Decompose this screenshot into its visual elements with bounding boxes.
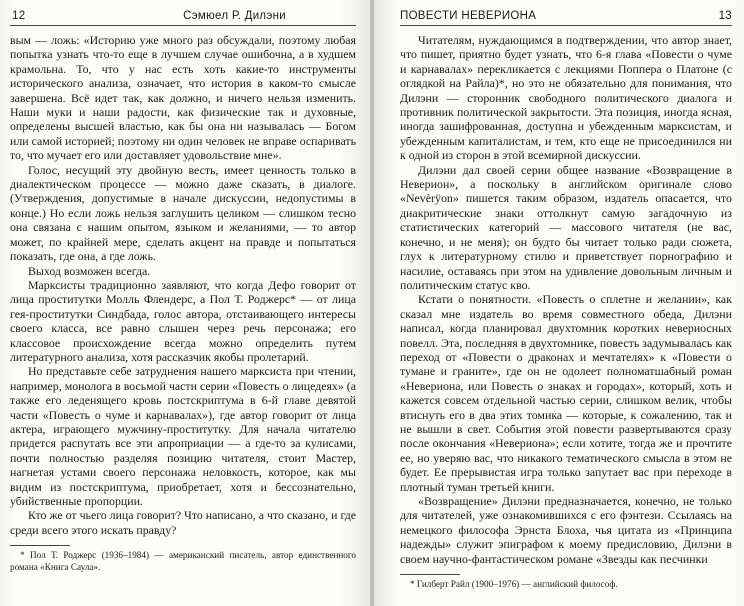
right-running-head: [400, 10, 732, 26]
left-running-head: [10, 10, 356, 26]
paragraph: Кто же от чьего лица говорит? Что написано, а что сказано, и где среди всего этого искать правду?: [10, 508, 356, 537]
paragraph: Голос, несущий эту двойную весть, имеет ценность только в диалектическом процессе — можно даже сказать, в диалоге. (Утверждения, допустимые в начале дискуссии, недопустимы в конце.) Но если ложь нельзя заглушить целиком — слишком тесно она связана с нашим опытом, языком и желаниями, — то автор может, по крайней мере, сделать акцент на правде и попытаться показать, где она, а где ложь.: [10, 162, 356, 264]
paragraph: Но представьте себе затруднения нашего марксиста при чтении, например, монолога в восьмой части серии «Повесть о лицедеях» (а также его леденящего кровь постскриптума в 6-й главе девятой части «Повесть о чуме и карнавалах»), где автор говорит от лица актера, играющего мужчину-проститутку. Для начала читателю придется распутать все эти апроприации — а где-то за кулисами, почти полностью разделяя позицию читателя, стоит Мастер, нагнетая устами своего персонажа неловкость, которое, как мы видим из постскриптума, приобретает, хотя и бессознательно, убийственные пропорции.: [10, 364, 356, 508]
running-head-title: ПОВЕСТИ НЕВЕРИОНА: [400, 10, 537, 22]
right-page: [374, 0, 744, 606]
page-number-left: 12: [12, 10, 26, 22]
paragraph: Выход возможен всегда.: [28, 263, 151, 278]
left-page: [0, 0, 370, 606]
paragraph: Читателям, нуждающимся в подтверждении, что автор знает, что пишет, приятно будет узнать, что 6-я глава «Повести о чуме и карнавалах» перекликается с лекциями Поппера о Платоне (с оглядкой на Райла)*, но это не обязательно для понимания, что Дилэни — сторонник свободного политического диалога и противник политической закрытости. Эта позиция, иногда ясная, иногда зашифрованная, доступна и убежденным марксистам, и убежденным капиталистам, и тем, кто еще не присоединился ни к одной из сторон в этой всемирной дискуссии.: [400, 33, 732, 163]
footnote-divider: [10, 545, 70, 546]
footnote: * Пол Т. Роджерс (1936–1984) — американский писатель, автор единственного романа «Книга Саула».: [10, 550, 356, 572]
paragraph: Кстати о понятности. «Повесть о сплетне и желании», как сказал мне издатель во время совместного обеда, Дилэни написал, когда планировал двухтомник коротких невериосных повелл. Эта, последняя в двухтомнике, повесть задумывалась как переход от «Повести о драконах и мечтателях» к «Повести о тумане и граните», где он не одолеет полноматшабный роман «Неверионa, или Повесть о знаках и городах», который, хоть и кажется совсем отдельной частью серии, слишком велик, чтобы втиснуть его в два этих томика — которые, к сожалению, так и не вышли в свет. События этой повести развертываются сразу после окончания «Невериона»; если хотите, тогда же и прочтите ее, но уверяю вас, что никакого тематического смысла в этом не будет. Ее прерывистая игра только запутает вас при переходе в плотный туман третьей книги.: [400, 292, 732, 494]
footnote-divider: [400, 574, 460, 575]
paragraph: вым — ложь: «Историю уже много раз обсуждали, поэтому любая попытка узнать что-то еще в лучшем случае ошибочна, а в худшем крамольна. То, что у нас есть хоть какие-то инструменты исторического анализа, означает, что история в каком-то смысле завершена. Всё идет так, как должно, и ничего нельзя изменить. Наши муки и наши радости, как физические так и духовные, определены высшей властью, как бы она ни называлась — Богом или самой историей; поэтому ни один человек не вправе оспаривать то, что мучает его или доставляет удовольствие мне».: [10, 33, 356, 163]
right-body-text: [400, 33, 732, 566]
paragraph: «Возвращение» Дилэни предназначается, конечно, не только для читателей, уже ознакомившихся с его фэнтези. Ссылаясь на немецкого философа Эрнста Блоха, чья цитата из «Принципа надежды» служит эпиграфом к моему предисловию, Дилэни в своем научно-фантастическом романе «Звезды как песчинки: [400, 494, 732, 566]
paragraph: Марксисты традиционно заявляют, что когда Дефо говорит от лица проститутки Молль Флендерс, а Пол Т. Роджерс* — от лица гея-проститутки Синдбада, голос автора, отстаивающего интересы своего класса, все равно слышен через речь персонажа; его классовое происхождение всегда можно определить путем литературного анализа, хотя рассказчик якобы пролетарий.: [10, 277, 356, 364]
running-head-author: Сэмюел Р. Дилэни: [183, 10, 286, 22]
footnote: * Гилберт Райл (1900–1976) — английский философ.: [410, 579, 618, 590]
page-number-right: 13: [718, 10, 732, 22]
left-body-text: [10, 33, 356, 537]
paragraph: Дилэни дал своей серии общее название «Возвращение в Неверион», а поскольку в английском оригинале слово «Nevèrÿon» пишется таким образом, издатель опасается, что диакритические знаки оттолкнут самую загадочную из статистических категорий — массового читателя (не вас, конечно, и не меня); он будто бы читает только ради сюжета, глух к литературному стилю и приветствует порнографию и насилие, оставаясь при этом на удивление довольным личным и политическим статус кво.: [400, 162, 732, 292]
